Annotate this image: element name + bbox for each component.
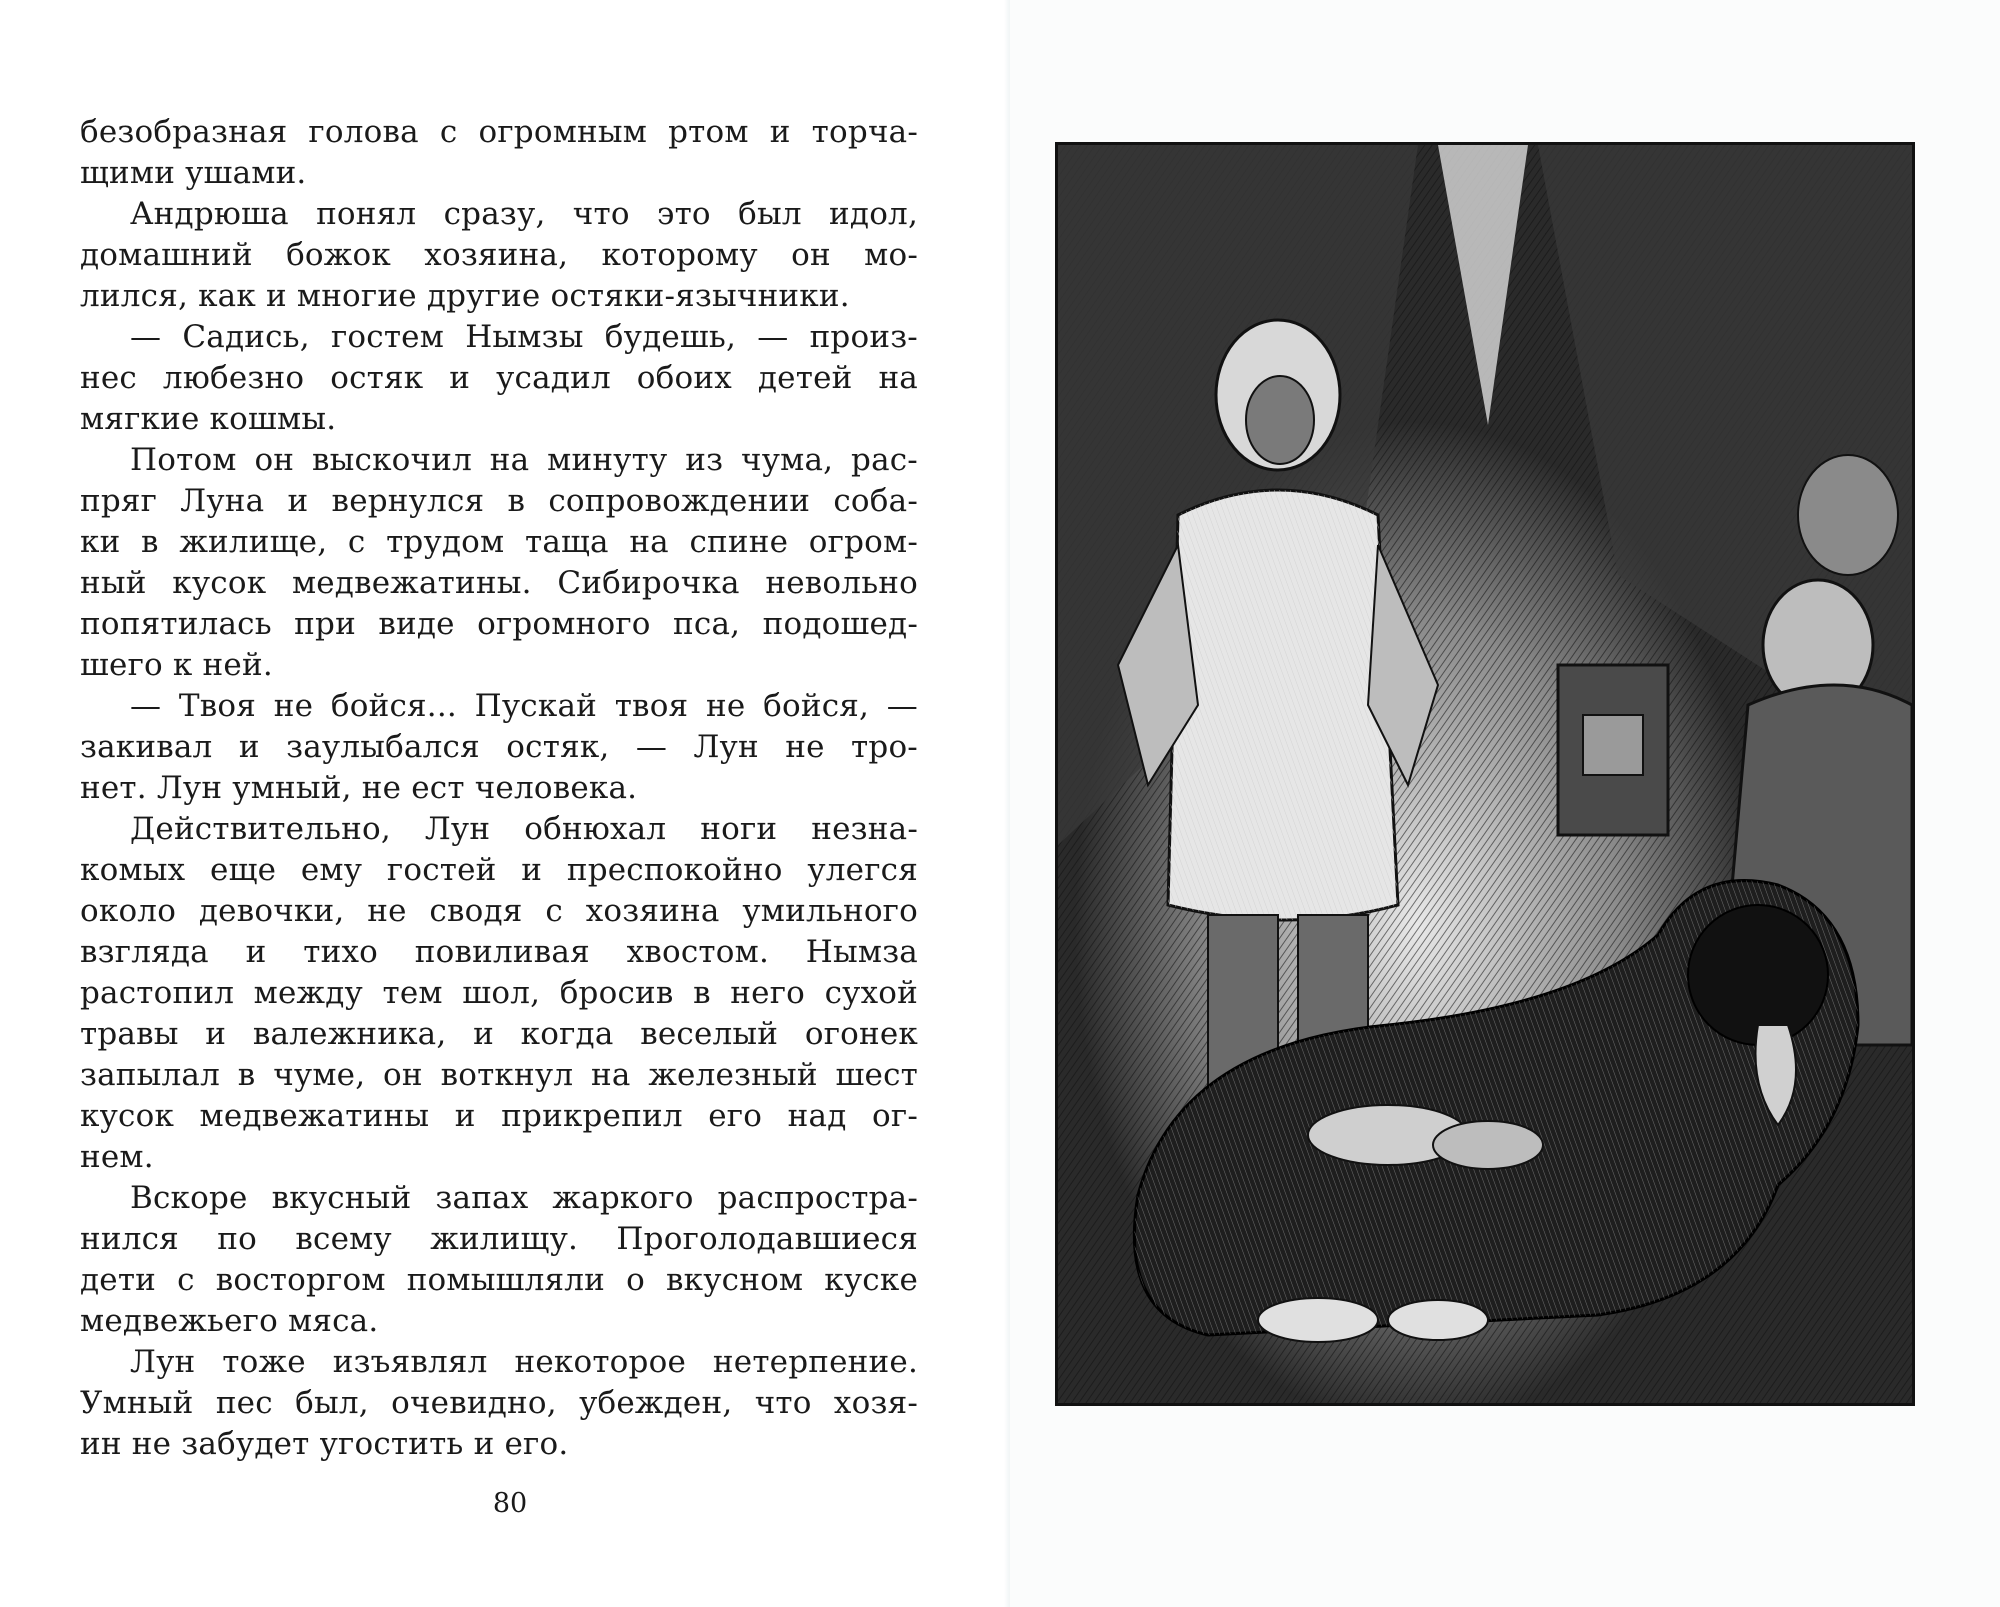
text-line: нес любезно остяк и усадил обоих детей на bbox=[80, 360, 918, 396]
text-line: Лун тоже изъявлял некоторое нетерпение. bbox=[130, 1344, 918, 1380]
text-line: растопил между тем шол, бросив в него сухой bbox=[80, 975, 918, 1011]
text-line: пряг Луна и вернулся в сопровождении соба- bbox=[80, 483, 918, 519]
text-line: нем. bbox=[80, 1139, 154, 1175]
text-line: взгляда и тихо повиливая хвостом. Нымза bbox=[80, 934, 918, 970]
text-line: запылал в чуме, он воткнул на железный шест bbox=[80, 1057, 918, 1093]
text-line: домашний божок хозяина, которому он мо- bbox=[80, 237, 918, 273]
text-line: попятилась при виде огромного пса, подошед- bbox=[80, 606, 918, 642]
text-line: — Садись, гостем Нымзы будешь, — произ- bbox=[130, 319, 918, 355]
text-line: щими ушами. bbox=[80, 155, 307, 191]
text-line: ный кусок медвежатины. Сибирочка невольно bbox=[80, 565, 918, 601]
text-line: шего к ней. bbox=[80, 647, 273, 683]
text-line: Умный пес был, очевидно, убежден, что хозя- bbox=[80, 1385, 918, 1421]
text-line: нет. Лун умный, не ест человека. bbox=[80, 770, 638, 806]
text-line: около девочки, не сводя с хозяина умильного bbox=[80, 893, 918, 929]
illustration bbox=[1055, 142, 1915, 1406]
text-line: кусок медвежатины и прикрепил его над ог- bbox=[80, 1098, 918, 1134]
text-line: медвежьего мяса. bbox=[80, 1303, 379, 1339]
body-text bbox=[80, 112, 918, 1465]
text-line: Вскоре вкусный запах жаркого распростра- bbox=[130, 1180, 918, 1216]
text-line: травы и валежника, и когда веселый огонек bbox=[80, 1016, 918, 1052]
page-number: 80 bbox=[492, 1488, 528, 1519]
text-line: — Твоя не бойся... Пускай твоя не бойся, — bbox=[130, 688, 918, 724]
text-line: безобразная голова с огромным ртом и торча- bbox=[80, 114, 918, 150]
text-line: мягкие кошмы. bbox=[80, 401, 337, 437]
text-line: лился, как и многие другие остяки-язычники. bbox=[80, 278, 850, 314]
text-line: Потом он выскочил на минуту из чума, рас- bbox=[130, 442, 918, 478]
text-line: Андрюша понял сразу, что это был идол, bbox=[130, 196, 918, 232]
text-line: Действительно, Лун обнюхал ноги незна- bbox=[130, 811, 918, 847]
text-line: закивал и заулыбался остяк, — Лун не тро- bbox=[80, 729, 918, 765]
text-line: дети с восторгом помышляли о вкусном куске bbox=[80, 1262, 918, 1298]
text-line: ки в жилище, с трудом таща на спине огром- bbox=[80, 524, 918, 560]
text-line: ин не забудет угостить и его. bbox=[80, 1426, 569, 1462]
text-line: нился по всему жилищу. Проголодавшиеся bbox=[80, 1221, 918, 1257]
text-line: комых еще ему гостей и преспокойно улегся bbox=[80, 852, 918, 888]
